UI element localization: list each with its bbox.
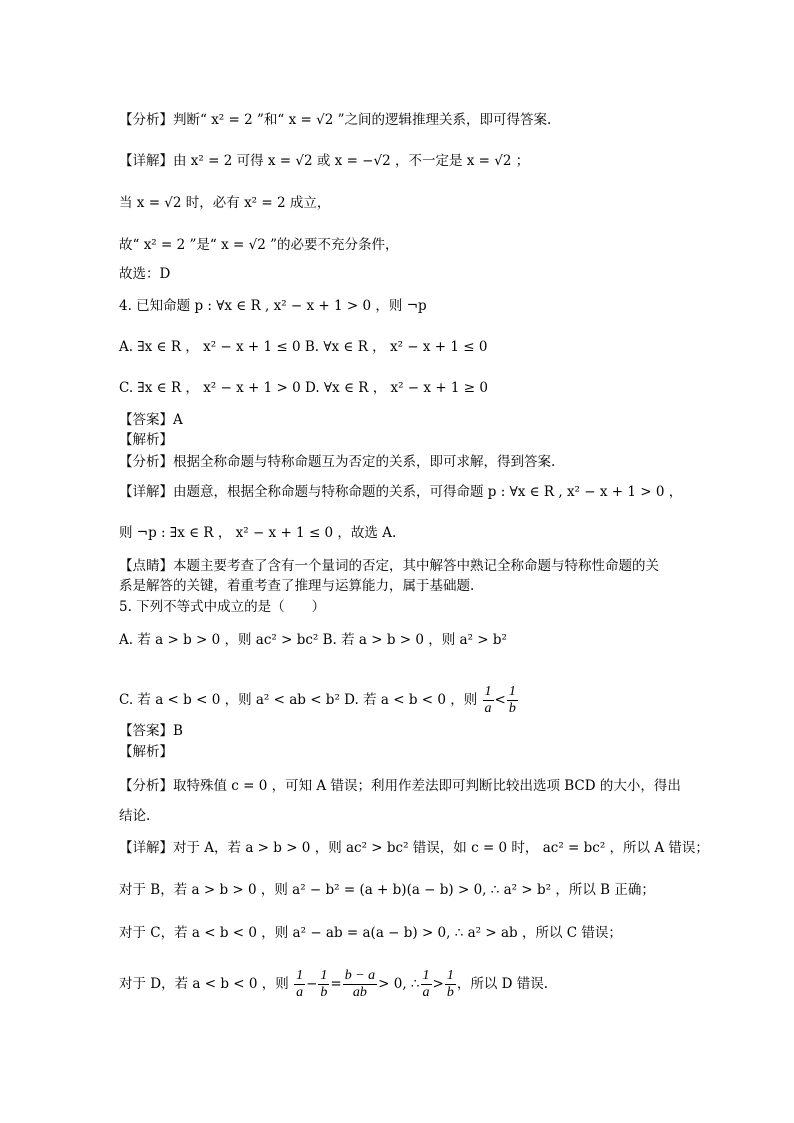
text-line: 对于 B，若 a > b > 0 ，则 a² − b² = (a + b)(a − b) > 0, ∴ a² > b² ，所以 B 正确； bbox=[119, 882, 655, 898]
fraction: $\frac{1}{a}$ bbox=[296, 968, 304, 1000]
fraction: $\frac{1}{b}$ bbox=[446, 968, 454, 1000]
text-line: 【点睛】本题主要考查了含有一个量词的否定，其中解答中熟记全称命题与特称性命题的关 bbox=[119, 558, 659, 574]
fraction: $\frac{b - a}{ab}$ bbox=[344, 968, 376, 1000]
fraction: $\frac{1}{a}$ bbox=[422, 968, 430, 1000]
text-line: 则 ¬p : ∃x ∈ R ， x² − x + 1 ≤ 0 ，故选 A. bbox=[119, 525, 397, 541]
text-line: 系是解答的关键，着重考查了推理与运算能力，属于基础题. bbox=[119, 578, 475, 594]
operator: = bbox=[330, 976, 342, 992]
text-line: 对于 C，若 a < b < 0 ，则 a² − ab = a(a − b) > 0, ∴ a² > ab ，所以 C 错误； bbox=[119, 925, 622, 941]
option-line: A. ∃x ∈ R ， x² − x + 1 ≤ 0 B. ∀x ∈ R ， x² − x + 1 ≤ 0 bbox=[119, 339, 488, 355]
answer-label: 【答案】B bbox=[119, 723, 183, 739]
text-line bbox=[119, 962, 734, 1006]
option-line: A. 若 a > b > 0 ，则 ac² > bc² B. 若 a > b > 0 ，则 a² > b² bbox=[119, 632, 507, 648]
text-line: 【分析】取特殊值 c = 0 ，可知 A 错误；利用作差法即可判断比较出选项 BCD 的大小，得出 bbox=[119, 778, 681, 794]
option-text: C. 若 a < b < 0 ，则 a² < ab < b² D. 若 a < b < 0 ，则 bbox=[119, 692, 478, 708]
text-line: 故“ x² = 2 ”是“ x = √2 ”的必要不充分条件， bbox=[119, 237, 399, 253]
text-line: 故选：D bbox=[119, 266, 171, 282]
text-line: 【详解】由题意，根据全称命题与特称命题的关系，可得命题 p : ∀x ∈ R , x² − x + 1 > 0 ， bbox=[119, 484, 683, 500]
line-text: ，所以 D 错误. bbox=[456, 976, 549, 992]
question-5: 5. 下列不等式中成立的是（ ） bbox=[119, 599, 326, 615]
fraction: $\frac{1}{a}$ bbox=[484, 684, 492, 716]
question-4: 4. 已知命题 p : ∀x ∈ R , x² − x + 1 > 0 ，则 ¬p bbox=[119, 298, 427, 314]
line-text: 对于 D，若 a < b < 0 ，则 bbox=[119, 976, 289, 992]
fraction: $\frac{1}{b}$ bbox=[508, 684, 516, 716]
analysis-label: 【解析】 bbox=[119, 744, 173, 760]
text-line: 【详解】由 x² = 2 可得 x = √2 或 x = −√2 ，不一定是 x = √2 ； bbox=[119, 153, 530, 169]
option-line bbox=[119, 680, 734, 720]
text-line: 【分析】根据全称命题与特称命题互为否定的关系，即可求解，得到答案. bbox=[119, 454, 556, 470]
text-line: 结论. bbox=[119, 808, 151, 824]
operator: − bbox=[306, 976, 318, 992]
operator: > 0, ∴ bbox=[378, 976, 420, 992]
analysis-label: 【解析】 bbox=[119, 432, 173, 448]
fraction: $\frac{1}{b}$ bbox=[320, 968, 328, 1000]
operator: > bbox=[432, 976, 444, 992]
operator: < bbox=[494, 692, 506, 708]
answer-label: 【答案】A bbox=[119, 412, 183, 428]
option-line: C. ∃x ∈ R ， x² − x + 1 > 0 D. ∀x ∈ R ， x² − x + 1 ≥ 0 bbox=[119, 380, 488, 396]
text-line: 【分析】判断“ x² = 2 ”和“ x = √2 ”之间的逻辑推理关系，即可得答案. bbox=[119, 112, 552, 128]
text-line: 【详解】对于 A，若 a > b > 0 ，则 ac² > bc² 错误，如 c = 0 时， ac² = bc² ，所以 A 错误； bbox=[119, 840, 709, 856]
text-line: 当 x = √2 时，必有 x² = 2 成立， bbox=[119, 195, 331, 211]
